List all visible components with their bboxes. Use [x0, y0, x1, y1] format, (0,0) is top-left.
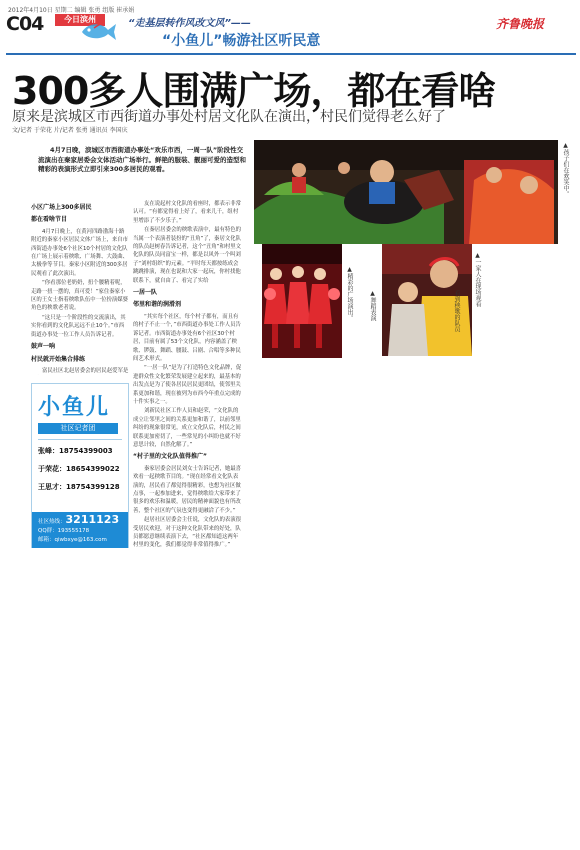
body-paragraph: “你看那位老奶奶，扭个腰精着呢，走路一扭一摆的，真可爱！”家住秦家小区的王女士指着秧歌队伍中一位扮演媒婆角色的秧歌老者说。: [31, 280, 129, 312]
section-subheading: 鼓声一响: [31, 343, 56, 351]
contact-line: 张峰：18754399003: [38, 447, 113, 455]
sidebar-subtitle: 社区记者团: [38, 423, 118, 434]
body-paragraph: “其实每个社区，每个村子都有，而且有的村子不止一个，”市西街道办事处工作人员告诉记者。市西街道办事处有6个社区30个村居，目前有属了53个文化队，内容涵盖了秧歌、锣鼓、舞蹈、腰鼓、吕剧、合唱等多种民间艺术形式。: [133, 313, 241, 362]
subhead: 原来是滨城区市西街道办事处村居文化队在演出，村民们觉得老么好了: [12, 109, 446, 125]
dance-photo-caption-2: ▲舞蹈表演: [369, 290, 376, 321]
article-column-1: [31, 200, 129, 375]
qq-line: QQ群：193555178: [38, 528, 90, 534]
dateline: 2012年4月10日 星期二 编辑 张勇 组版 崔承娟: [8, 7, 135, 14]
sidebar-title: 小鱼儿: [38, 395, 111, 420]
performance-photo-icon: [254, 140, 558, 244]
section-subheading: 村民就开始集合排练: [31, 355, 86, 363]
sidebar-footer: [32, 512, 128, 548]
column-title: “小鱼儿”畅游社区听民意: [162, 33, 321, 49]
section-subheading: “村子里的文化队值得推广”: [133, 453, 207, 461]
paper-logo: 齐鲁晚报: [496, 17, 545, 31]
body-paragraph: “一居一队”是为了打造特色文化品牌，促进群众性文化繁荣发展建立起来的，最基本的出发点是为了使各居民居民更团结，使邻里关系更加和谐，现在被列为市西今年重点完成的十件实事之一。: [133, 365, 242, 405]
body-paragraph: 刘新民社区工作人员和赵荣，“文化队的成立让邻里之间的关系更加和谐了，以前邻里纠纷的现象很常见，成立文化队后，村民之间联系更加密切了，一些常见的小纠纷也就不好意思计较，自然化解了。”: [133, 408, 241, 448]
body-paragraph: 赵居社区居委会主任说，文化队的表演很受居民欢迎，对于这种文化队带来的好处，队员都愿意继续表演下去，“社区都知道这两年村里的变化，我们都觉得非常值得推广。”: [133, 517, 242, 549]
dance-photo-caption: ▲精彩的广场演出。: [346, 266, 353, 321]
page-number: C04: [6, 13, 44, 35]
body-paragraph: 秦家居委会居民刘女士告诉记者，她最喜欢看一起秧歌节目的。“现在经常看文化队表演的，居民看了都觉得很精彩，也想为社区做点事，一起参加进来，觉得秧歌给大家带来了很多的欢乐和温暖，居民的精神面貌也有所改善，整个社区的气氛也变得更融洽了不少。”: [133, 465, 242, 514]
contact-line: 王思才：18754399128: [38, 483, 120, 491]
main-photo-caption: ▲孩子们在欢笑中。: [562, 142, 569, 197]
body-paragraph: 在秦居居委会的秧歌表演中，最有特色的当属一个表演者装扮的“丑角”了，秦居文化队的队员赵树春告诉记者，这个“丑角”和村里文化队的队员同富宝一样，都是以风外一个叫刘子“刘村组织”的元素。“平时每天都按练成会跳跳排演，现在也说和大家一起玩，你村找他联系下，就自由了、看完了实给: [133, 227, 242, 284]
sidebar-divider: [38, 439, 122, 440]
byline: 文/记者 于荣花 片/记者 张勇 通讯员 李国庆: [12, 127, 128, 134]
audience-photo-caption-2: 看到秧歌的队员: [453, 290, 460, 332]
reporter-team-box: [31, 383, 129, 548]
headline: 300多人围满广场，都在看啥: [12, 69, 496, 113]
dance-photo: [262, 244, 342, 358]
section-subheading: 都在看啥节目: [31, 216, 68, 224]
hotline-number: 3211123: [65, 513, 120, 526]
hotline-label: 社区热线：: [38, 519, 66, 525]
header-divider: [6, 53, 576, 55]
body-paragraph: “这只是一个阶段性的交流演出，其实你看到的文化队远远不止10个。”市西街道办事处一位工作人员告诉记者。: [31, 314, 126, 338]
dancers-photo-icon: [262, 244, 342, 358]
section-label: 今日滨州: [55, 14, 105, 26]
series-slogan: “走基层转作风改文风”——: [128, 18, 251, 29]
body-paragraph: 4月7日晚上，在黄河四路渤海十路附近的秦家小区居民文体广场上，来自市西街道办事处6个社区10个村居的文化队在广场上展示着秧歌、广场舞、大鼓曲、太极拳等节目。秦家小区附近的300多居民观看了此次演出。: [31, 228, 129, 277]
body-paragraph: 富民社区北赵居委会的居民赵爱军是: [42, 367, 129, 374]
body-paragraph: 友在说起村文化队的看座时，都表示非常认可。“有都觉得看上好了，看来儿千，组村里增添了不少乐子。”: [133, 201, 242, 224]
section-subheading: 邻里和谐的润滑剂: [133, 301, 182, 309]
article-column-2: [133, 200, 243, 780]
main-photo: [254, 140, 558, 244]
hotline-line: [38, 515, 122, 527]
lead-paragraph: [38, 146, 246, 175]
email-line: 邮箱：qiwbxye@163.com: [38, 537, 107, 543]
section-subheading: 一居一队: [133, 289, 158, 297]
contact-line: 于荣花：18654399022: [38, 465, 120, 473]
lead-text: 4月7日晚，滨城区市西街道办事处“欢乐市西，一周一队”阶段性交流演出在秦家居委会文体活动广场举行。鲜艳的服装、靓丽可爱的造型和精彩的表演形式立即引来300多居民的观看。: [38, 146, 246, 173]
fish-logo-icon: [78, 18, 124, 42]
section-subheading: 小区广场上300多居民: [31, 204, 92, 211]
audience-photo-caption: ▲一家人在现场观看: [474, 252, 481, 307]
